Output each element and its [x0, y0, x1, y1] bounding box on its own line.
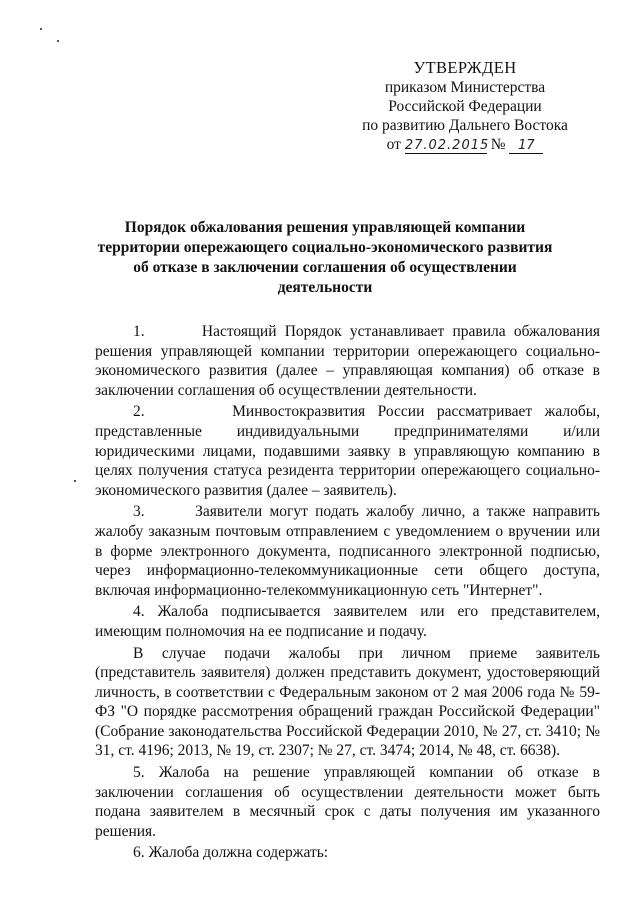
- document-title: [95, 218, 555, 298]
- approval-line-3: по развитию Дальнего Востока: [362, 117, 568, 134]
- order-date: 27.02.2015: [404, 138, 490, 153]
- paragraph-5: 5. Жалоба на решение управляющей компании об отказе в заключении соглашения об осуществлении деятельности может быть подана заявителем в месячный срок с даты получения им указанного решения.: [95, 764, 600, 840]
- order-date-number: [360, 135, 570, 154]
- date-prefix: от: [386, 136, 401, 153]
- title-line-1: Порядок обжалования решения управляющей компании: [124, 219, 526, 236]
- scan-speck: [57, 40, 59, 42]
- title-line-3: об отказе в заключении соглашения об осуществлении деятельности: [133, 259, 517, 296]
- approval-line-2: Российской Федерации: [388, 98, 542, 115]
- order-number: 17: [509, 139, 543, 154]
- scan-speck: [40, 28, 42, 30]
- scan-speck: [74, 480, 76, 482]
- paragraph-4: 4. Жалоба подписывается заявителем или его представителем, имеющим полномочия на ее подписание и подачу.: [95, 603, 600, 640]
- approval-line-1: приказом Министерства: [384, 79, 546, 96]
- approval-heading: УТВЕРЖДЕН: [413, 58, 517, 77]
- approval-stamp: [360, 58, 570, 154]
- title-line-2: территории опережающего социально-экономического развития: [97, 239, 553, 256]
- paragraph-2: 2. Минвостокразвития России рассматривает жалобы, представленные индивидуальными предпринимателями и/или юридическими лицами, подавшими заявку в управляющую компанию в целях получения статуса резидента территории опережающего социально-экономического развития (далее – заявитель).: [95, 403, 600, 499]
- document-body: [95, 322, 600, 863]
- paragraph-1: 1. Настоящий Порядок устанавливает правила обжалования решения управляющей компании территории опережающего социально-экономического развития (далее – управляющая компания) об отказе в заключении соглашения об осуществлении деятельности.: [95, 323, 600, 399]
- paragraph-4-continuation: В случае подачи жалобы при личном приеме заявитель (представитель заявителя) должен представить документ, удостоверяющий личность, в соответствии с Федеральным законом от 2 мая 2006 года № 59-ФЗ "О порядке рассмотрения обращений граждан Российской Федерации" (Собрание законодательства Российской Федерации 2010, № 27, ст. 3410; № 31, ст. 4196; 2013, № 19, ст. 2307; № 27, ст. 3474; 2014, № 48, ст. 6638).: [95, 644, 600, 760]
- paragraph-6: 6. Жалоба должна содержать:: [133, 844, 329, 862]
- number-prefix: №: [490, 136, 506, 153]
- paragraph-3: 3. Заявители могут подать жалобу лично, а также направить жалобу заказным почтовым отправлением с уведомлением о вручении или в форме электронного документа, подписанного электронной подписью, через информационно-телекоммуникационные сети общего доступа, включая информационно-телекоммуникационную сеть "Интернет".: [95, 503, 600, 599]
